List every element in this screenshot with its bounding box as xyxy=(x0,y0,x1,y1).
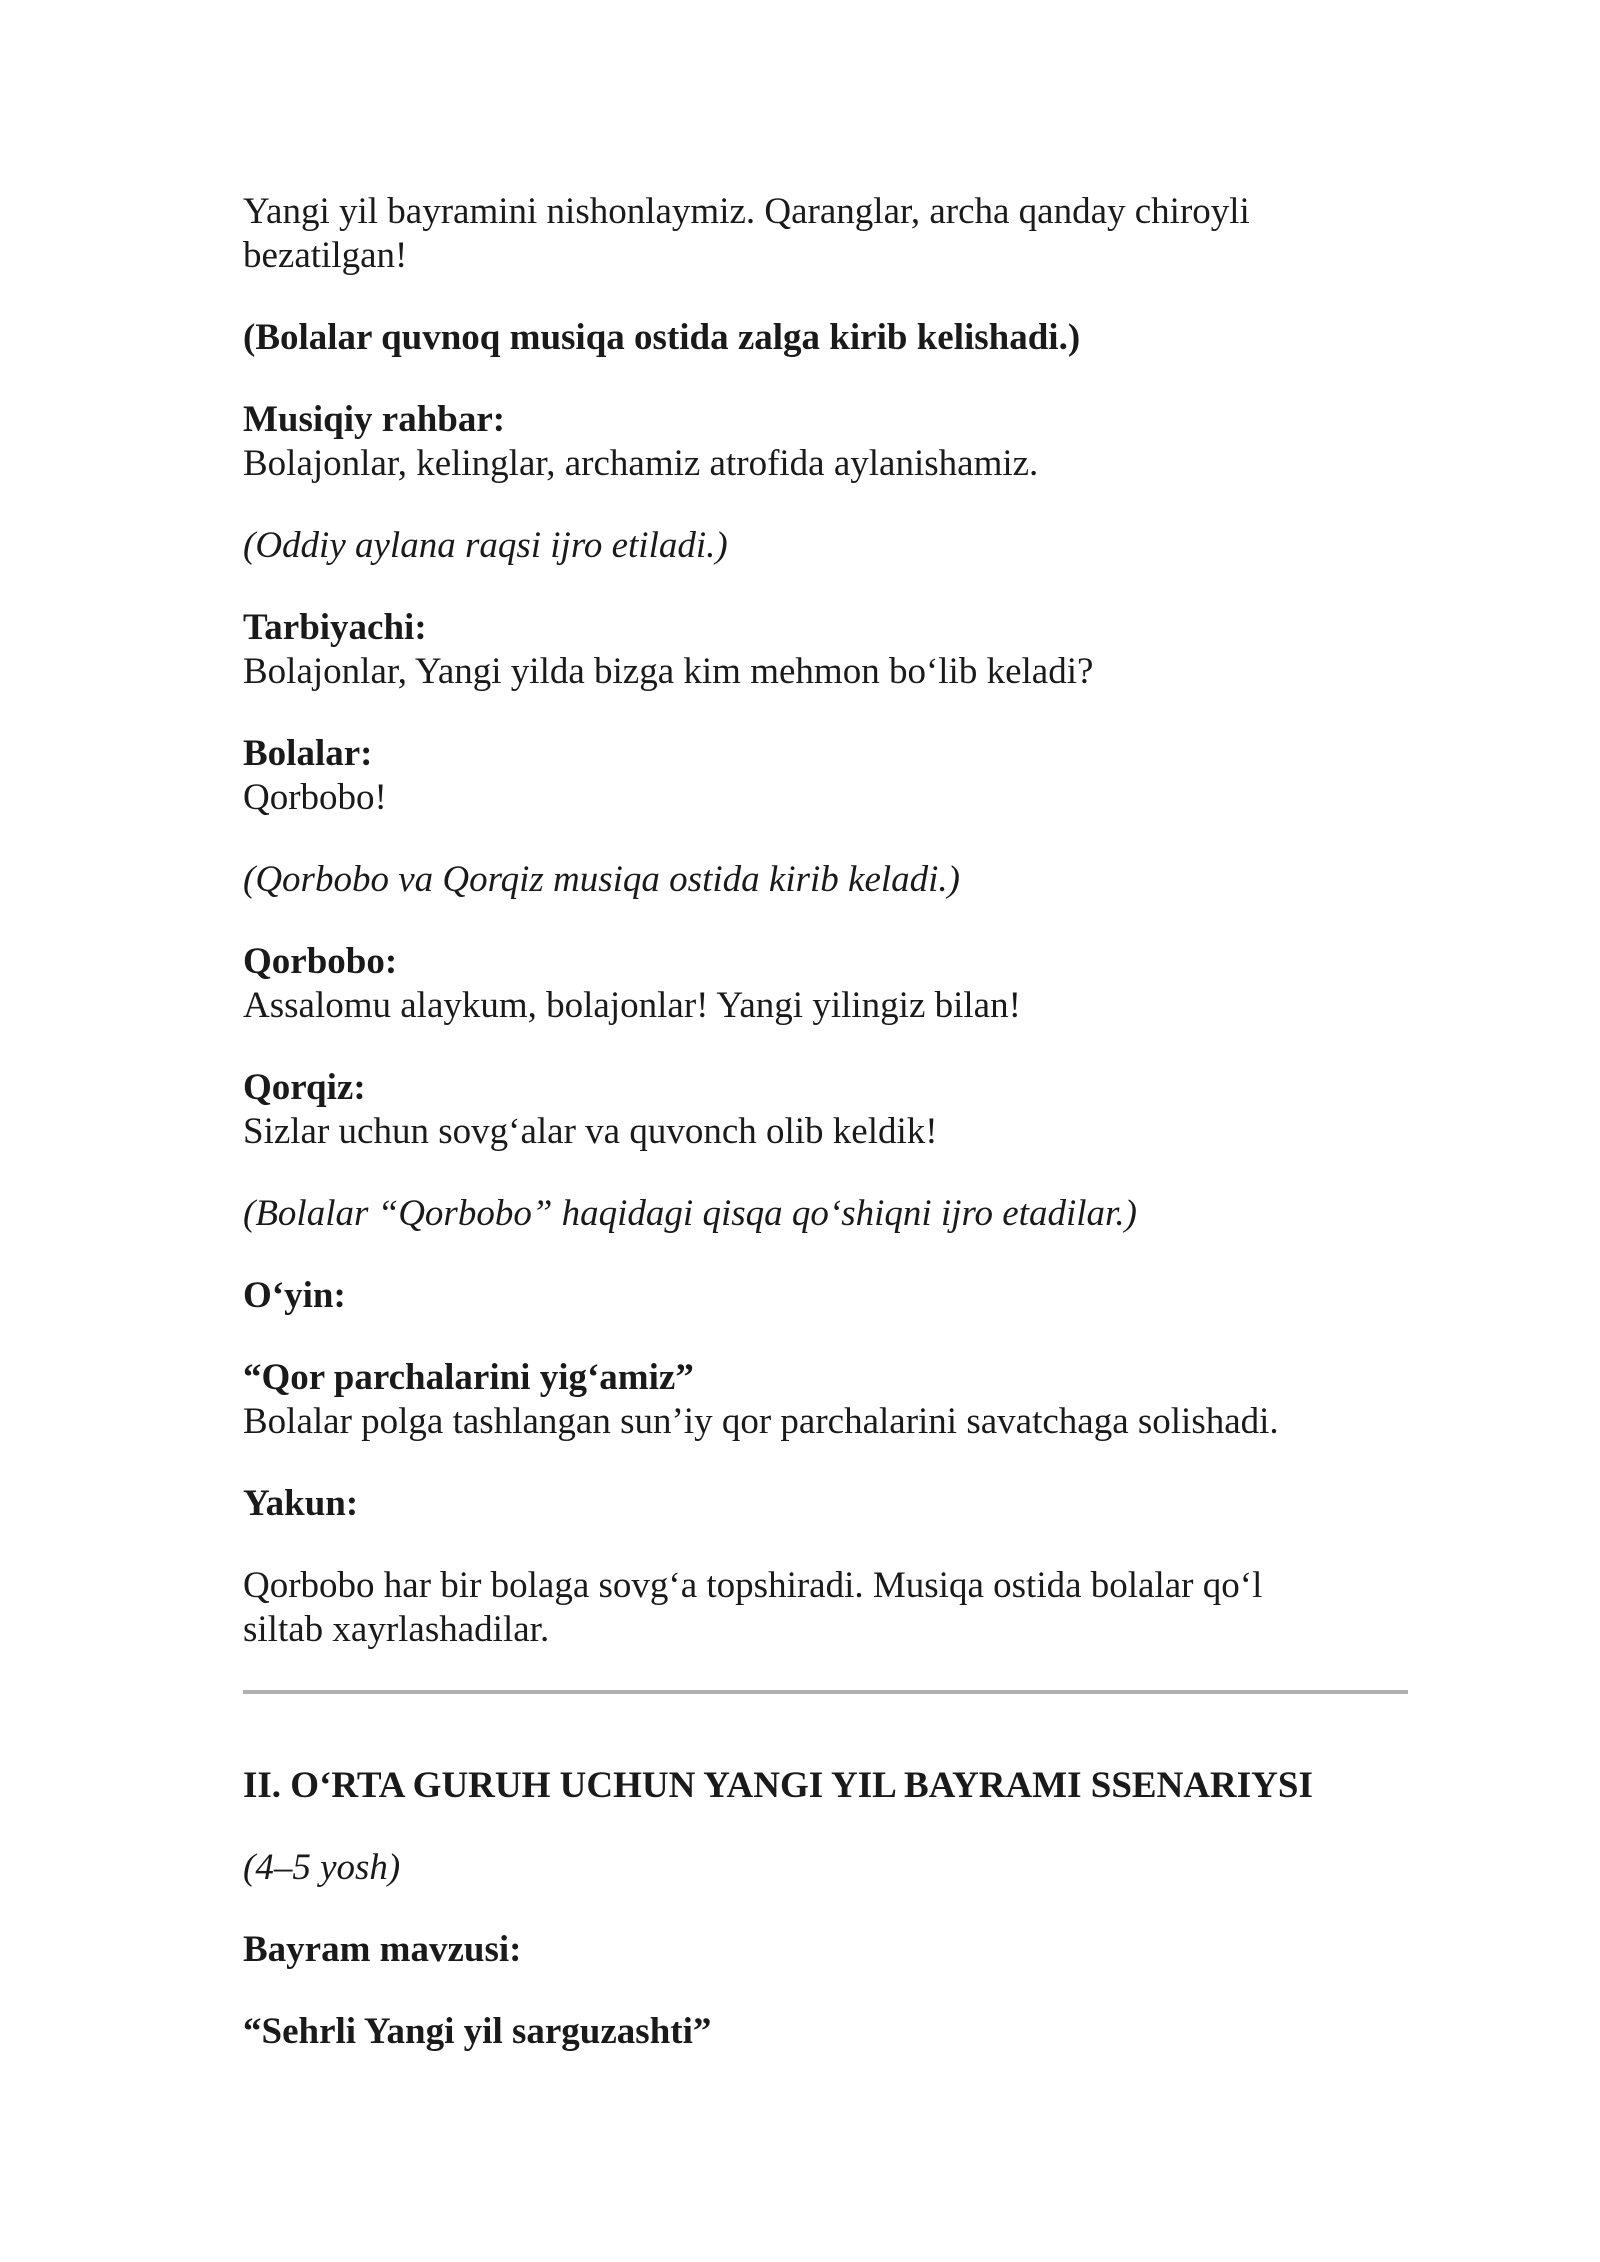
speaker-name: Tarbiyachi: xyxy=(243,607,427,648)
game-block xyxy=(243,1356,1408,1444)
dialogue-block xyxy=(243,606,1408,694)
section-heading: II. O‘RTA GURUH UCHUN YANGI YIL BAYRAMI SSENARIYSI xyxy=(243,1765,1313,1806)
text-line: siltab xayrlashadilar. xyxy=(243,1609,550,1650)
text-line: Yangi yil bayramini nishonlaymiz. Qaranglar, archa qanday chiroyli xyxy=(243,191,1250,232)
dialogue-block xyxy=(243,732,1408,820)
document-page xyxy=(243,190,1408,2092)
dialogue-text: Bolajonlar, kelinglar, archamiz atrofida aylanishamiz. xyxy=(243,443,1039,484)
text-line: Qorbobo har bir bolaga sovg‘a topshiradi. Musiqa ostida bolalar qo‘l xyxy=(243,1565,1263,1606)
closing-paragraph xyxy=(243,1564,1408,1652)
horizontal-rule xyxy=(243,1690,1408,1694)
speaker-name: Qorbobo: xyxy=(243,941,398,982)
theme-label: Bayram mavzusi: xyxy=(243,1929,522,1970)
age-range: (4–5 yosh) xyxy=(243,1847,401,1888)
dialogue-text: Bolajonlar, Yangi yilda bizga kim mehmon bo‘lib keladi? xyxy=(243,651,1094,692)
dialogue-text: Assalomu alaykum, bolajonlar! Yangi yilingiz bilan! xyxy=(243,985,1021,1026)
game-description: Bolalar polga tashlangan sun’iy qor parchalarini savatchaga solishadi. xyxy=(243,1401,1279,1442)
text-line: bezatilgan! xyxy=(243,235,408,276)
speaker-name: Musiqiy rahbar: xyxy=(243,399,506,440)
section-label: Yakun: xyxy=(243,1483,359,1524)
stage-direction: (Qorbobo va Qorqiz musiqa ostida kirib keladi.) xyxy=(243,859,961,900)
dialogue-text: Sizlar uchun sovg‘alar va quvonch olib keldik! xyxy=(243,1111,938,1152)
dialogue-block xyxy=(243,1066,1408,1154)
speaker-name: Bolalar: xyxy=(243,733,373,774)
game-title: “Qor parchalarini yig‘amiz” xyxy=(243,1357,694,1398)
dialogue-text: Qorbobo! xyxy=(243,777,387,818)
stage-direction: (Oddiy aylana raqsi ijro etiladi.) xyxy=(243,525,728,566)
section-label: O‘yin: xyxy=(243,1275,346,1316)
stage-direction: (Bolalar “Qorbobo” haqidagi qisqa qo‘shiqni ijro etadilar.) xyxy=(243,1193,1137,1234)
intro-paragraph xyxy=(243,190,1408,278)
stage-direction-bold: (Bolalar quvnoq musiqa ostida zalga kirib kelishadi.) xyxy=(243,317,1081,358)
dialogue-block xyxy=(243,398,1408,486)
speaker-name: Qorqiz: xyxy=(243,1067,366,1108)
dialogue-block xyxy=(243,940,1408,1028)
theme-title: “Sehrli Yangi yil sarguzashti” xyxy=(243,2011,712,2052)
